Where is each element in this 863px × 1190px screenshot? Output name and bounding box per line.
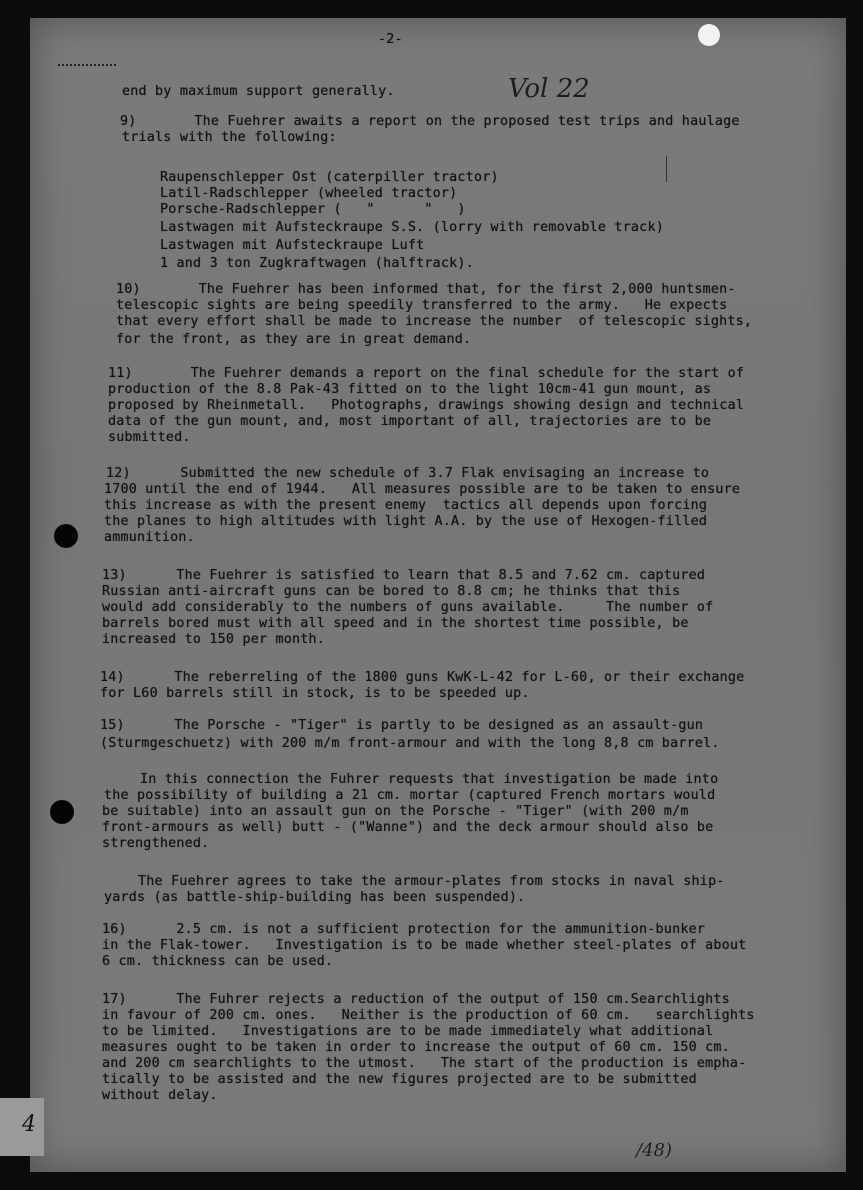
body-line: Lastwagen mit Aufsteckraupe S.S. (lorry with removable track) xyxy=(160,220,664,235)
binder-punch-hole xyxy=(50,800,74,824)
body-line: The Fuehrer agrees to take the armour-plates from stocks in naval ship- xyxy=(138,874,725,889)
handwritten-volume-note: Vol 22 xyxy=(508,74,590,104)
body-line: for the front, as they are in great demand. xyxy=(116,332,472,347)
body-line: be suitable) into an assault gun on the Porsche - "Tiger" (with 200 m/m xyxy=(102,804,689,819)
body-line: Porsche-Radschlepper ( " " ) xyxy=(160,202,466,217)
body-line: 13) The Fuehrer is satisfied to learn that 8.5 and 7.62 cm. captured xyxy=(102,568,706,583)
handwritten-page-ref: /48) xyxy=(636,1140,672,1161)
body-line: that every effort shall be made to increase the number of telescopic sights, xyxy=(116,314,753,329)
body-line: strengthened. xyxy=(102,836,210,851)
body-line: to be limited. Investigations are to be made immediately what additional xyxy=(102,1024,714,1039)
body-line: 15) The Porsche - "Tiger" is partly to be designed as an assault-gun xyxy=(100,718,704,733)
body-line: Lastwagen mit Aufsteckraupe Luft xyxy=(160,238,425,253)
body-line: 14) The reberreling of the 1800 guns KwK-L-42 for L-60, or their exchange xyxy=(100,670,745,685)
body-line: data of the gun mount, and, most important of all, trajectories are to be xyxy=(108,414,712,429)
body-line: ammunition. xyxy=(104,530,195,545)
body-line: Russian anti-aircraft guns can be bored to 8.8 cm; he thinks that this xyxy=(102,584,681,599)
body-line: Latil-Radschlepper (wheeled tractor) xyxy=(160,186,458,201)
dotted-margin-mark xyxy=(58,64,116,66)
fold-line xyxy=(666,156,667,182)
body-line: in the Flak-tower. Investigation is to be made whether steel-plates of about xyxy=(102,938,747,953)
body-line: this increase as with the present enemy tactics all depends upon forcing xyxy=(104,498,708,513)
body-line: proposed by Rheinmetall. Photographs, drawings showing design and technical xyxy=(108,398,745,413)
body-line: the planes to high altitudes with light A.A. by the use of Hexogen-filled xyxy=(104,514,708,529)
body-line: front-armours as well) butt - ("Wanne") and the deck armour should also be xyxy=(102,820,714,835)
body-line: trials with the following: xyxy=(122,130,337,145)
body-line: without delay. xyxy=(102,1088,218,1103)
body-line: end by maximum support generally. xyxy=(122,84,395,99)
body-line: 17) The Fuhrer rejects a reduction of the output of 150 cm.Searchlights xyxy=(102,992,730,1007)
body-line: 11) The Fuehrer demands a report on the final schedule for the start of xyxy=(108,366,745,381)
body-line: production of the 8.8 Pak-43 fitted on to the light 10cm-41 gun mount, as xyxy=(108,382,712,397)
body-line: tically to be assisted and the new figures projected are to be submitted xyxy=(102,1072,697,1087)
body-line: the possibility of building a 21 cm. mortar (captured French mortars would xyxy=(104,788,716,803)
body-line: 1 and 3 ton Zugkraftwagen (halftrack). xyxy=(160,256,474,271)
body-line: and 200 cm searchlights to the utmost. The start of the production is empha- xyxy=(102,1056,747,1071)
folio-number: 4 xyxy=(22,1112,36,1137)
body-line: measures ought to be taken in order to increase the output of 60 cm. 150 cm. xyxy=(102,1040,730,1055)
body-line: (Sturmgeschuetz) with 200 m/m front-armour and with the long 8,8 cm barrel. xyxy=(100,736,720,751)
page-number: -2- xyxy=(378,32,403,47)
body-line: 10) The Fuehrer has been informed that, for the first 2,000 huntsmen- xyxy=(116,282,736,297)
corner-punch-hole xyxy=(698,24,720,46)
body-line: increased to 150 per month. xyxy=(102,632,326,647)
body-line: in favour of 200 cm. ones. Neither is the production of 60 cm. searchlights xyxy=(102,1008,755,1023)
binder-punch-hole xyxy=(54,524,78,548)
body-line: 1700 until the end of 1944. All measures possible are to be taken to ensure xyxy=(104,482,741,497)
body-line: 9) The Fuehrer awaits a report on the proposed test trips and haulage xyxy=(120,114,740,129)
body-line: In this connection the Fuhrer requests that investigation be made into xyxy=(140,772,719,787)
body-line: for L60 barrels still in stock, is to be speeded up. xyxy=(100,686,530,701)
body-line: 12) Submitted the new schedule of 3.7 Flak envisaging an increase to xyxy=(106,466,710,481)
body-line: 6 cm. thickness can be used. xyxy=(102,954,334,969)
body-line: telescopic sights are being speedily transferred to the army. He expects xyxy=(116,298,728,313)
body-line: submitted. xyxy=(108,430,191,445)
body-line: barrels bored must with all speed and in the shortest time possible, be xyxy=(102,616,689,631)
body-line: Raupenschlepper Ost (caterpiller tractor) xyxy=(160,170,499,185)
body-line: yards (as battle-ship-building has been suspended). xyxy=(104,890,526,905)
body-line: 16) 2.5 cm. is not a sufficient protection for the ammunition-bunker xyxy=(102,922,706,937)
body-line: would add considerably to the numbers of guns available. The number of xyxy=(102,600,714,615)
document-sheet xyxy=(30,18,846,1172)
